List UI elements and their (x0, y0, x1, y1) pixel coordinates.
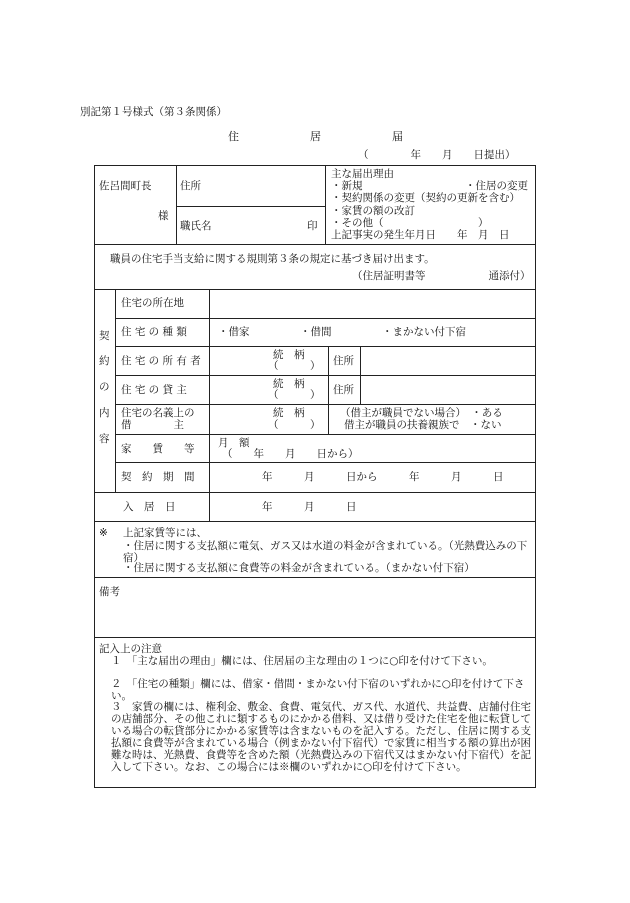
owner-label: 住 宅 の 所 有 者 (121, 355, 201, 367)
reason-rent-revision: ・家賃の額の改訂 (331, 205, 415, 217)
type-option-rent-room: ・借間 (300, 326, 332, 338)
title-char-2: 居 (310, 130, 321, 143)
lessor-address-label: 住所 (333, 384, 354, 396)
lessor-label: 住 宅 の 貸 主 (121, 384, 187, 396)
instruction-item-3: ３ 家賃の欄には、権利金、敷金、食費、電気代、ガス代、水道代、共益費、店舗付住宅の店舗部分、その他これに類するものにかかる借料、又は借り受けた住宅を他に転貸している場合の転貸部分にかかる家賃等は含まないものを記入する。ただし、住居に関する支払額に食費等が含まれている場合（例まかない付下宿代）で家賃に相当する額の算出が困難な時は、光熱費、食費等を含めた額（光熱費込みの下宿代又はまかない付下宿代）を記入して下さい。なお、この場合には※欄のいずれかに○印を付けて下さい。 (111, 701, 531, 774)
location-label: 住宅の所在地 (121, 297, 184, 309)
reason-title: 主な届出理由 (331, 168, 394, 180)
side-char-5: 容 (99, 433, 110, 445)
note-intro: 上記家賃等には、 (123, 527, 207, 539)
title-char-3: 届 (392, 130, 403, 143)
side-char-4: 内 (99, 407, 110, 419)
nominee-relationship-paren: （ ） (268, 419, 321, 431)
nominee-label-2: 借 主 (121, 419, 184, 431)
nominee-relationship-label: 続 柄 (273, 407, 305, 419)
remarks-label: 備考 (99, 586, 120, 598)
reason-new: ・新規 (331, 180, 363, 192)
nominee-condition-1: （借主が職員でない場合） ・ある (340, 407, 503, 419)
form-label: 別記第１号様式（第３条関係） (80, 106, 227, 118)
side-char-2: 約 (99, 355, 110, 367)
rent-label: 家 賃 等 (121, 443, 195, 455)
nominee-condition-2: 借主が職員の扶養親族で ・ない (344, 419, 502, 431)
reason-other: ・その他（ ） (331, 217, 489, 229)
lessor-relationship-paren: （ ） (268, 389, 321, 401)
title-char-1: 住 (228, 130, 239, 143)
move-in-value: 年 月 日 (262, 501, 357, 513)
type-label: 住 宅 の 種 類 (121, 326, 187, 338)
owner-relationship-paren: （ ） (268, 360, 321, 372)
instructions-title: 記入上の注意 (99, 643, 162, 655)
instruction-item-1: １ 「主な届出の理由」欄には、住居届の主な理由の１つに○印を付けて下さい。 (111, 655, 493, 667)
side-char-1: 契 (99, 330, 110, 342)
reason-contract-change: ・契約関係の変更（契約の更新を含む） (331, 192, 520, 204)
reason-address-change: ・住居の変更 (465, 180, 528, 192)
owner-address-label: 住所 (333, 355, 354, 367)
declaration-text: 職員の住宅手当支給に関する規則第３条の規定に基づき届け出ます。 (110, 253, 435, 265)
owner-relationship-label: 続 柄 (273, 349, 305, 361)
address-label: 住所 (180, 180, 201, 192)
submission-date: （ 年 月 日提出） (358, 149, 516, 161)
type-option-boarding: ・まかない付下宿 (382, 326, 466, 338)
monthly-date: （ 年 月 日から） (222, 448, 359, 460)
addressee-town: 佐呂間町長 (99, 180, 152, 192)
move-in-label: 入 居 日 (123, 501, 176, 513)
type-option-rent-house: ・借家 (218, 326, 250, 338)
attachment-count: （住居証明書等 通添付） (352, 270, 531, 282)
monthly-label: 月 額 (218, 437, 250, 449)
period-value: 年 月 日から 年 月 日 (262, 471, 504, 483)
side-char-3: の (99, 381, 110, 393)
name-label: 職氏名 (180, 220, 212, 232)
instruction-item-2: ２ 「住宅の種類」欄には、借家・借間・まかない付下宿のいずれかに○印を付けて下さい。 (111, 678, 525, 703)
note-item-utilities: ・住居に関する支払額に電気、ガス又は水道の料金が含まれている。（光熱費込みの下宿） (123, 540, 528, 565)
note-item-meals: ・住居に関する支払額に食費等の料金が含まれている。（まかない付下宿） (123, 562, 475, 574)
lessor-relationship-label: 続 柄 (273, 378, 305, 390)
nominee-label-1: 住宅の名義上の (121, 407, 195, 419)
seal-mark: 印 (307, 220, 318, 232)
occurrence-date: 上記事実の発生年月日 年 月 日 (331, 229, 510, 241)
period-label: 契 約 期 間 (121, 471, 195, 483)
addressee-sama: 様 (158, 210, 169, 222)
note-mark: ※ (99, 527, 108, 539)
